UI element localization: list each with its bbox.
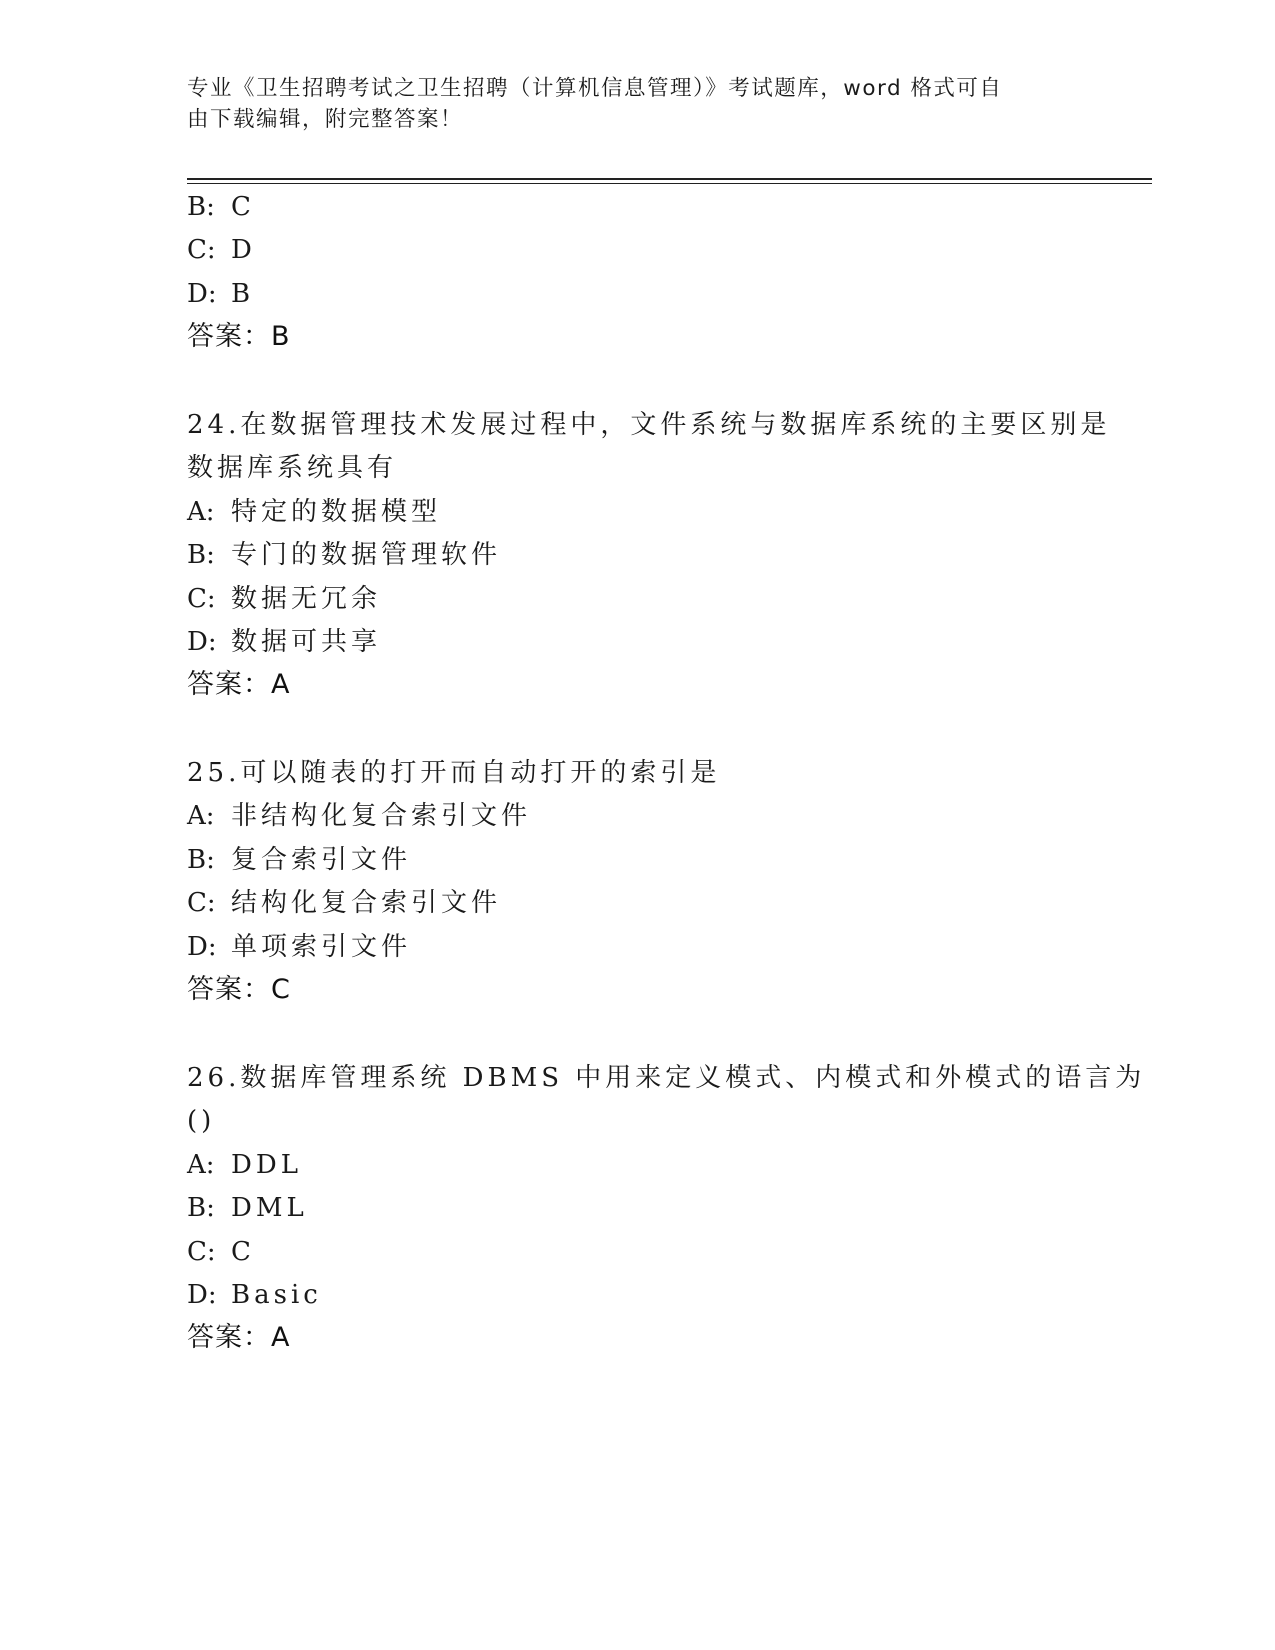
question-stem: 24.在数据管理技术发展过程中，文件系统与数据库系统的主要区别是 — [187, 410, 1111, 440]
option-line: C: C — [187, 1237, 255, 1267]
option-line: B: C — [187, 192, 255, 222]
answer-line: 答案：A — [187, 669, 291, 700]
answer-line: 答案：C — [187, 974, 291, 1005]
option-line: B: 专门的数据管理软件 — [187, 540, 502, 570]
header-line-2: 由下载编辑，附完整答案！ — [187, 107, 464, 132]
header-rule-thin — [187, 183, 1152, 184]
option-line: D: 数据可共享 — [187, 627, 382, 657]
document-header — [187, 73, 1067, 135]
option-line: B: DML — [187, 1193, 308, 1223]
option-line: C: D — [187, 235, 256, 265]
answer-line: 答案：B — [187, 321, 291, 352]
option-line: D: B — [187, 279, 255, 309]
option-line: D: Basic — [187, 1280, 322, 1310]
question-stem: 26.数据库管理系统 DBMS 中用来定义模式、内模式和外模式的语言为 — [187, 1063, 1146, 1093]
header-line-1: 专业《卫生招聘考试之卫生招聘（计算机信息管理）》考试题库，word 格式可自 — [187, 76, 1003, 101]
option-line: D: 单项索引文件 — [187, 932, 412, 962]
question-stem-continued: () — [187, 1106, 216, 1136]
option-line: A: DDL — [187, 1150, 302, 1180]
answer-line: 答案：A — [187, 1322, 291, 1353]
option-line: C: 数据无冗余 — [187, 584, 382, 614]
option-line: A: 特定的数据模型 — [187, 497, 442, 527]
header-rule-thick — [187, 178, 1152, 180]
option-line: C: 结构化复合索引文件 — [187, 888, 502, 918]
question-stem-continued: 数据库系统具有 — [187, 453, 398, 483]
option-line: A: 非结构化复合索引文件 — [187, 801, 532, 831]
question-stem: 25.可以随表的打开而自动打开的索引是 — [187, 758, 721, 788]
option-line: B: 复合索引文件 — [187, 845, 412, 875]
